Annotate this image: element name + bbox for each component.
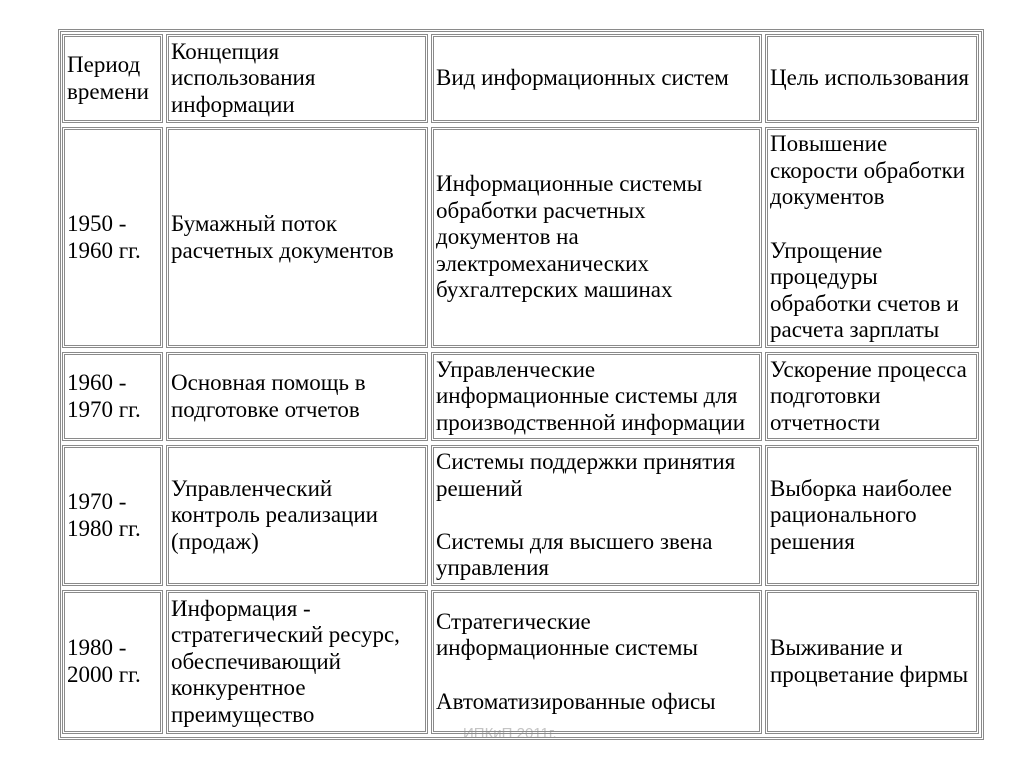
table-row — [62, 590, 979, 734]
header-cell-concept — [166, 34, 428, 123]
concept-text: Информация - стратегический ресурс, обеспечивающий конкурентное преимущество — [171, 595, 400, 727]
cell-system-type — [431, 445, 762, 586]
concept-text: Основная помощь в подготовке отчетов — [171, 369, 366, 422]
cell-system-type — [431, 127, 762, 348]
cell-goal — [765, 352, 979, 441]
system-type-text: Стратегические информационные системы Автоматизированные офисы — [436, 608, 716, 714]
cell-period — [62, 127, 163, 348]
table-row — [62, 352, 979, 441]
header-goal-text: Цель использования — [770, 65, 969, 91]
cell-system-type — [431, 352, 762, 441]
table-row — [62, 445, 979, 586]
header-system-type-text: Вид информационных систем — [436, 65, 729, 91]
cell-period — [62, 590, 163, 734]
concept-text: Бумажный поток расчетных документов — [171, 210, 394, 263]
header-cell-system-type — [431, 34, 762, 123]
cell-goal — [765, 590, 979, 734]
cell-system-type — [431, 590, 762, 734]
system-type-text: Информационные системы обработки расчетных документов на электромеханических бухгалтерских машинах — [436, 171, 703, 303]
cell-concept — [166, 127, 428, 348]
system-type-text: Системы поддержки принятия решений Системы для высшего звена управления — [436, 449, 736, 581]
goal-text: Выживание и процветание фирмы — [770, 635, 969, 687]
header-cell-period — [62, 34, 163, 123]
period-text: 1950 - 1960 гг. — [67, 210, 141, 263]
concept-text: Управленческий контроль реализации (продаж) — [171, 475, 378, 554]
table-header-row — [62, 34, 979, 123]
system-type-text: Управленческие информационные системы для производственной информации — [436, 356, 746, 435]
cell-goal — [765, 445, 979, 586]
cell-concept — [166, 590, 428, 734]
goal-text: Повышение скорости обработки документов Упрощение процедуры обработки счетов и расчета зарплаты — [770, 131, 965, 343]
goal-text: Ускорение процесса подготовки отчетности — [770, 356, 967, 435]
table-row — [62, 127, 979, 348]
period-text: 1960 - 1970 гг. — [67, 369, 141, 422]
cell-period — [62, 445, 163, 586]
header-concept-text: Концепция использования информации — [171, 38, 316, 117]
cell-goal — [765, 127, 979, 348]
footer-caption: ИПКиП 2011г. — [463, 725, 557, 742]
cell-concept — [166, 445, 428, 586]
header-period-text: Период времени — [67, 51, 149, 104]
cell-concept — [166, 352, 428, 441]
goal-text: Выборка наиболее рационального решения — [770, 475, 952, 554]
period-text: 1980 - 2000 гг. — [67, 635, 141, 687]
period-text: 1970 - 1980 гг. — [67, 488, 141, 541]
header-cell-goal — [765, 34, 979, 123]
cell-period — [62, 352, 163, 441]
